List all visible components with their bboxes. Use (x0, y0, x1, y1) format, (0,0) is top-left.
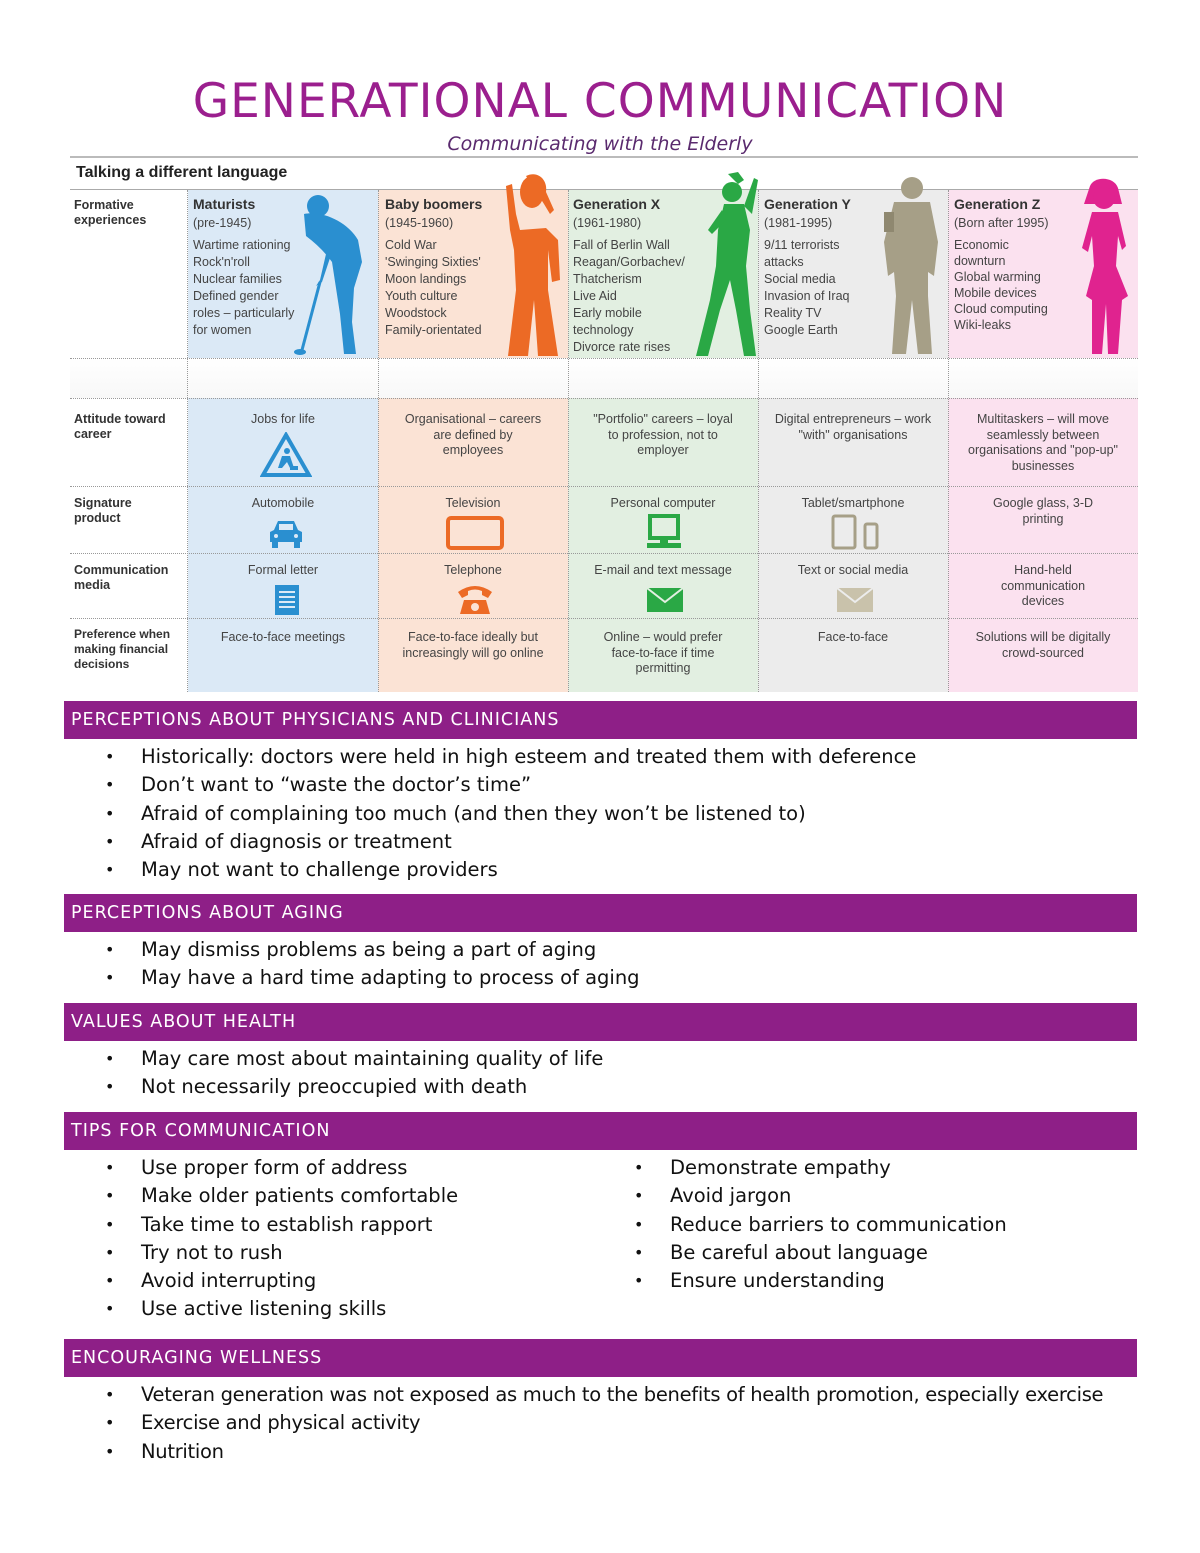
list-item: • Veteran generation was not exposed as much to the benefits of health promotion, especially exercise (105, 1381, 1140, 1409)
television-icon (446, 516, 504, 550)
section-heading-physicians: PERCEPTIONS ABOUT PHYSICIANS AND CLINICIANS (64, 701, 1137, 739)
product-generation-y: Tablet/smartphone (801, 496, 905, 510)
list-item: Defined gender (193, 289, 279, 303)
generations-infographic (70, 156, 1138, 692)
gen-name-maturists: Maturists (193, 196, 256, 212)
list-item: Economic (954, 238, 1009, 252)
finance-generation-y: Face-to-face (817, 630, 889, 644)
list-item: • Try not to rush (105, 1239, 625, 1267)
list-item: • Don’t want to “waste the doctor’s time” (105, 771, 1135, 799)
row-label-formative: Formative experiences (74, 198, 147, 227)
generation-y-silhouette (876, 176, 948, 358)
section-heading-health: VALUES ABOUT HEALTH (64, 1003, 1137, 1041)
computer-icon (645, 514, 683, 550)
wellness-list (105, 1381, 1140, 1466)
list-item: • Avoid jargon (634, 1182, 1134, 1210)
list-item: Thatcherism (573, 272, 642, 286)
attitude-generation-z: Multitaskers – will move seamlessly between organisations and "pop-up" businesses (968, 412, 1118, 473)
road-work-sign-icon (260, 432, 312, 478)
list-item: • Ensure understanding (634, 1267, 1134, 1295)
list-item: Google Earth (764, 323, 838, 337)
page-subtitle: Communicating with the Elderly (447, 133, 753, 155)
list-item: Social media (764, 272, 836, 286)
list-item: Reagan/Gorbachev/ (573, 255, 685, 269)
baby-boomer-silhouette (498, 170, 568, 360)
divider (70, 553, 1138, 554)
attitude-maturists: Jobs for life (251, 412, 315, 426)
generation-z-silhouette (1070, 176, 1138, 358)
gen-years-generation-y: (1981-1995) (764, 216, 833, 230)
list-item: Cold War (385, 238, 437, 252)
product-baby-boomers: Television (445, 496, 501, 510)
envelope-icon (836, 587, 874, 613)
list-item: downturn (954, 254, 1006, 268)
list-item: roles – particularly (193, 306, 295, 320)
list-item: Divorce rate rises (573, 340, 671, 354)
telephone-icon (456, 582, 494, 616)
gen-years-generation-x: (1961-1980) (573, 216, 642, 230)
product-generation-z: Google glass, 3-D printing (992, 496, 1094, 526)
divider (70, 358, 1138, 359)
list-item: • Use proper form of address (105, 1154, 625, 1182)
finance-generation-z: Solutions will be digitally crowd-sourced (975, 630, 1111, 660)
list-item: Youth culture (385, 289, 458, 303)
row-label-finance: Preference when making financial decisions (74, 627, 171, 671)
infographic-heading: Talking a different language (76, 164, 288, 181)
list-item: Global warming (954, 270, 1041, 284)
list-item: Invasion of Iraq (764, 289, 850, 303)
list-item: attacks (764, 255, 804, 269)
attitude-generation-x: "Portfolio" careers – loyal to profession, not to employer (593, 412, 733, 457)
list-item: Nuclear families (193, 272, 282, 286)
tips-list-right (634, 1154, 1134, 1295)
finance-maturists: Face-to-face meetings (220, 630, 346, 644)
page-title: GENERATIONAL COMMUNICATION (192, 74, 1008, 129)
formative-list-generation-x (573, 237, 685, 356)
row-gap (70, 358, 1138, 398)
media-generation-z: Hand-held communication devices (1000, 563, 1086, 608)
product-generation-x: Personal computer (610, 496, 716, 510)
divider (70, 486, 1138, 487)
gen-years-baby-boomers: (1945-1960) (385, 216, 454, 230)
list-item: Live Aid (573, 289, 617, 303)
list-item: • May dismiss problems as being a part of aging (105, 936, 1135, 964)
list-item: Wartime rationing (193, 238, 291, 252)
list-item: • Afraid of diagnosis or treatment (105, 828, 1135, 856)
media-baby-boomers: Telephone (444, 563, 502, 577)
list-item: Reality TV (764, 306, 822, 320)
section-heading-tips: TIPS FOR COMMUNICATION (64, 1112, 1137, 1150)
list-item: • May care most about maintaining quality of life (105, 1045, 1135, 1073)
row-label-media: Communication media (74, 563, 169, 592)
formative-list-generation-z (954, 237, 1048, 333)
list-item: Moon landings (385, 272, 467, 286)
list-item: • Nutrition (105, 1438, 1140, 1466)
media-generation-y: Text or social media (797, 563, 909, 577)
list-item: • Take time to establish rapport (105, 1211, 625, 1239)
gen-name-baby-boomers: Baby boomers (385, 196, 483, 212)
tablet-smartphone-icon (830, 514, 884, 552)
maturist-golfer-silhouette (292, 192, 374, 358)
gen-name-generation-x: Generation X (573, 196, 661, 212)
row-label-attitude: Attitude toward career (74, 412, 166, 441)
list-item: for women (193, 323, 252, 337)
health-list (105, 1045, 1135, 1102)
car-icon (268, 518, 304, 550)
letter-icon (274, 584, 300, 616)
divider (187, 190, 188, 692)
envelope-icon (646, 587, 684, 613)
formative-list-generation-y (764, 237, 849, 339)
list-item: • Historically: doctors were held in high esteem and treated them with deference (105, 743, 1135, 771)
tips-list-left (105, 1154, 625, 1324)
list-item: 9/11 terrorists (764, 238, 840, 252)
gen-years-generation-z: (Born after 1995) (954, 216, 1049, 230)
list-item: • Reduce barriers to communication (634, 1211, 1134, 1239)
list-item: • Be careful about language (634, 1239, 1134, 1267)
formative-list-baby-boomers (385, 237, 482, 339)
gen-name-generation-y: Generation Y (764, 196, 851, 212)
list-item: 'Swinging Sixties' (385, 255, 481, 269)
list-item: • May not want to challenge providers (105, 856, 1135, 884)
divider (70, 156, 1138, 158)
finance-baby-boomers: Face-to-face ideally but increasingly will go online (402, 630, 544, 660)
list-item: Woodstock (385, 306, 447, 320)
list-item: • Exercise and physical activity (105, 1409, 1140, 1437)
divider (70, 398, 1138, 399)
formative-list-maturists (193, 237, 294, 339)
section-heading-wellness: ENCOURAGING WELLNESS (64, 1339, 1137, 1377)
list-item: Mobile devices (954, 286, 1037, 300)
section-heading-aging: PERCEPTIONS ABOUT AGING (64, 894, 1137, 932)
product-maturists: Automobile (251, 496, 315, 510)
list-item: • Afraid of complaining too much (and then they won’t be listened to) (105, 800, 1135, 828)
list-item: • May have a hard time adapting to process of aging (105, 964, 1135, 992)
aging-list (105, 936, 1135, 993)
list-item: technology (573, 323, 634, 337)
list-item: Fall of Berlin Wall (573, 238, 670, 252)
list-item: Family-orientated (385, 323, 482, 337)
gen-years-maturists: (pre-1945) (193, 216, 252, 230)
list-item: • Make older patients comfortable (105, 1182, 625, 1210)
row-label-product: Signature product (74, 496, 132, 525)
list-item: • Use active listening skills (105, 1295, 625, 1323)
attitude-baby-boomers: Organisational – careers are defined by employees (404, 412, 542, 457)
list-item: Cloud computing (954, 302, 1048, 316)
media-generation-x: E-mail and text message (594, 563, 732, 577)
finance-generation-x: Online – would prefer face-to-face if time permitting (603, 630, 723, 675)
list-item: • Avoid interrupting (105, 1267, 625, 1295)
generation-x-silhouette (694, 170, 758, 360)
physicians-list (105, 743, 1135, 884)
media-maturists: Formal letter (247, 563, 319, 577)
gen-name-generation-z: Generation Z (954, 196, 1041, 212)
list-item: Early mobile (573, 306, 642, 320)
divider (70, 618, 1138, 619)
list-item: Wiki-leaks (954, 318, 1011, 332)
list-item: Rock'n'roll (193, 255, 250, 269)
attitude-generation-y: Digital entrepreneurs – work "with" organisations (774, 412, 932, 442)
list-item: • Demonstrate empathy (634, 1154, 1134, 1182)
list-item: • Not necessarily preoccupied with death (105, 1073, 1135, 1101)
